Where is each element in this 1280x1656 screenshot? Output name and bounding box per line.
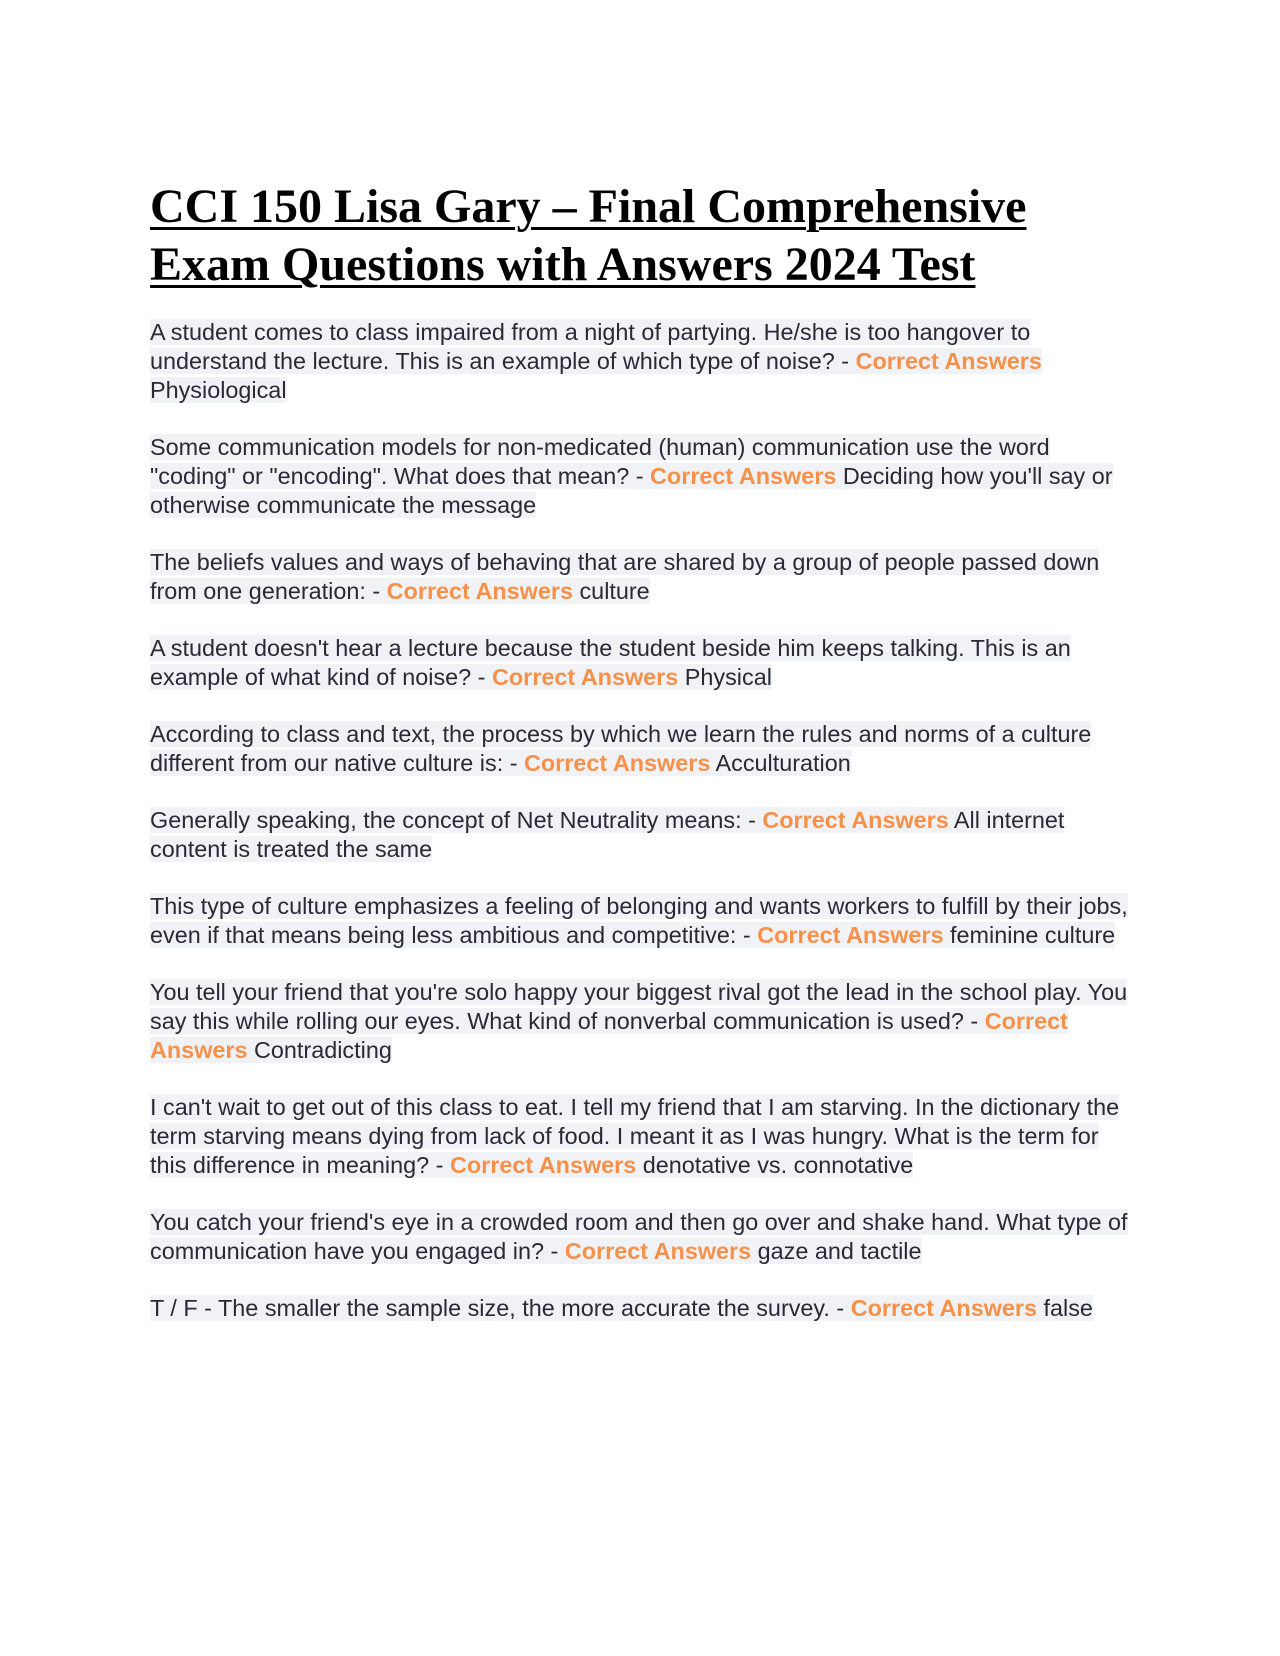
correct-answers-label: Correct Answers bbox=[449, 1152, 637, 1178]
document-title: CCI 150 Lisa Gary – Final Comprehensive Exam Questions with Answers 2024 Test bbox=[150, 180, 1027, 291]
question-text: Some communication models for non-medicated (human) communication use the word "coding" or "encoding". What does that mean? bbox=[150, 434, 1050, 489]
qa-item bbox=[150, 634, 1132, 692]
correct-answers-label: Correct Answers bbox=[386, 578, 573, 604]
answer-text: Acculturation bbox=[715, 750, 851, 776]
question-text: A student comes to class impaired from a night of partying. He/she is too hangover to understand the lecture. This is an example of which type of noise? bbox=[150, 319, 1031, 374]
separator: - bbox=[503, 750, 524, 776]
question-text: You tell your friend that you're solo happy your biggest rival got the lead in the school play. You say this while rolling our eyes. What kind of nonverbal communication is used? bbox=[150, 979, 1128, 1034]
answer-text: denotative vs. connotative bbox=[642, 1152, 914, 1178]
answer-text: Physiological bbox=[150, 377, 287, 403]
correct-answers-label: Correct Answers bbox=[855, 348, 1042, 374]
qa-highlight bbox=[150, 721, 1091, 776]
answer-text: All internet content is treated the same bbox=[150, 807, 1065, 862]
document-page bbox=[150, 178, 1132, 1351]
qa-list bbox=[150, 318, 1132, 1323]
question-text: A student doesn't hear a lecture because the student beside him keeps talking. This is an example of what kind of noise? bbox=[150, 635, 1071, 690]
question-text: You catch your friend's eye in a crowded room and then go over and shake hand. What type of communication have you engaged in? bbox=[150, 1209, 1128, 1264]
separator: - bbox=[365, 578, 387, 604]
qa-highlight bbox=[150, 893, 1128, 948]
qa-item bbox=[150, 1208, 1132, 1266]
answer-text: culture bbox=[579, 578, 650, 604]
answer-text: Physical bbox=[684, 664, 772, 690]
qa-highlight bbox=[150, 807, 1064, 862]
separator: - bbox=[829, 1295, 851, 1321]
answer-text: feminine culture bbox=[950, 922, 1116, 948]
answer-text: Contradicting bbox=[254, 1037, 392, 1063]
answer-text: false bbox=[1043, 1295, 1093, 1321]
separator: - bbox=[544, 1238, 565, 1264]
answer-text: gaze and tactile bbox=[757, 1238, 922, 1264]
question-text: The beliefs values and ways of behaving that are shared by a group of people passed down from one generation: bbox=[150, 549, 1100, 604]
qa-highlight bbox=[150, 1295, 1093, 1321]
separator: - bbox=[834, 348, 856, 374]
qa-highlight bbox=[150, 1209, 1128, 1264]
qa-highlight bbox=[150, 1094, 1119, 1178]
question-text: According to class and text, the process by which we learn the rules and norms of a culture different from our native culture is: bbox=[150, 721, 1092, 776]
correct-answers-label: Correct Answers bbox=[524, 750, 711, 776]
separator: - bbox=[629, 463, 651, 489]
question-text: T / F - The smaller the sample size, the more accurate the survey. bbox=[150, 1295, 830, 1321]
qa-item bbox=[150, 1294, 1132, 1323]
separator: - bbox=[736, 922, 758, 948]
correct-answers-label: Correct Answers bbox=[762, 807, 949, 833]
question-text: I can't wait to get out of this class to eat. I tell my friend that I am starving. In the dictionary the term starving means dying from lack of food. I meant it as I was hungry. What is the term for this difference in meaning? bbox=[150, 1094, 1120, 1178]
qa-highlight bbox=[150, 635, 1071, 690]
correct-answers-label: Correct Answers bbox=[757, 922, 944, 948]
qa-item bbox=[150, 978, 1132, 1065]
correct-answers-label: Correct Answers bbox=[650, 463, 837, 489]
question-text: This type of culture emphasizes a feeling of belonging and wants workers to fulfill by their jobs, even if that means being less ambitious and competitive: bbox=[150, 893, 1128, 948]
correct-answers-label: Correct Answers bbox=[150, 1008, 1068, 1063]
correct-answers-label: Correct Answers bbox=[491, 664, 679, 690]
correct-answers-label: Correct Answers bbox=[564, 1238, 752, 1264]
separator: - bbox=[963, 1008, 985, 1034]
qa-item bbox=[150, 318, 1132, 405]
qa-item bbox=[150, 1093, 1132, 1180]
qa-item bbox=[150, 720, 1132, 778]
qa-item bbox=[150, 548, 1132, 606]
qa-item bbox=[150, 433, 1132, 520]
qa-item bbox=[150, 806, 1132, 864]
qa-highlight bbox=[150, 319, 1042, 403]
correct-answers-label: Correct Answers bbox=[850, 1295, 1038, 1321]
qa-highlight bbox=[150, 434, 1113, 518]
answer-text: Deciding how you'll say or otherwise communicate the message bbox=[150, 463, 1113, 518]
qa-highlight bbox=[150, 549, 1099, 604]
qa-highlight bbox=[150, 979, 1127, 1063]
separator: - bbox=[429, 1152, 450, 1178]
qa-item bbox=[150, 892, 1132, 950]
question-text: Generally speaking, the concept of Net Neutrality means: bbox=[150, 807, 742, 833]
separator: - bbox=[471, 664, 492, 690]
separator: - bbox=[741, 807, 763, 833]
